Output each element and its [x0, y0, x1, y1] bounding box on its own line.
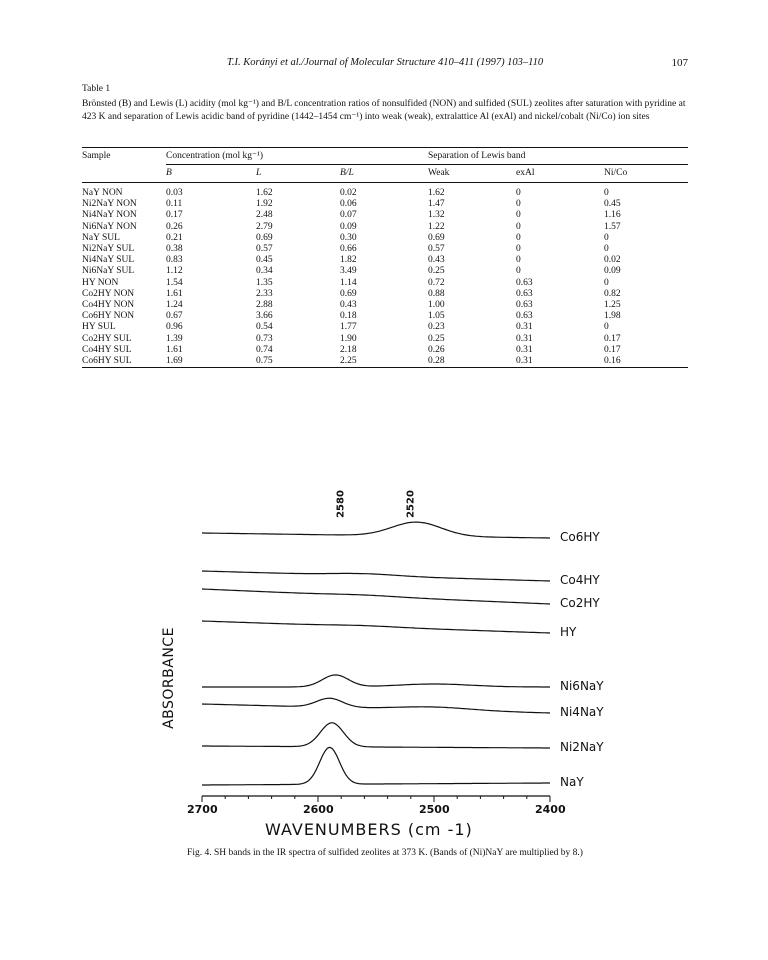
trace-nay — [202, 747, 550, 785]
table-row — [82, 300, 688, 311]
peak-label: 2580 — [335, 490, 347, 518]
value-cell: 0.96 — [166, 322, 183, 333]
value-cell: 0.57 — [256, 244, 273, 255]
trace-label-ni6nay: Ni6NaY — [560, 679, 604, 693]
table-row — [82, 222, 688, 233]
value-cell: 0 — [604, 322, 609, 333]
figure-caption: Fig. 4. SH bands in the IR spectra of sulfided zeolites at 373 K. (Bands of (Ni)NaY are multiplied by 8.) — [187, 848, 583, 858]
value-cell: 0.31 — [516, 344, 533, 355]
ir-spectra-figure — [150, 478, 630, 848]
trace-label-hy: HY — [560, 625, 577, 639]
value-cell: 0 — [516, 199, 521, 210]
value-cell: 0.69 — [340, 288, 357, 299]
value-cell: 2.18 — [340, 344, 357, 355]
value-cell: 2.48 — [256, 210, 273, 221]
value-cell: 0.63 — [516, 288, 533, 299]
value-cell: 0.69 — [428, 232, 445, 243]
spectra-plot — [150, 478, 630, 848]
sample-cell: HY NON — [82, 277, 119, 288]
trace-label-co6hy: Co6HY — [560, 530, 600, 544]
value-cell: 2.33 — [256, 288, 273, 299]
value-cell: 0.66 — [340, 244, 357, 255]
value-cell: 0.23 — [428, 322, 445, 333]
x-tick-label: 2500 — [419, 803, 450, 816]
column-header: B/L — [340, 168, 354, 178]
value-cell: 2.88 — [256, 300, 273, 311]
table-row — [82, 188, 688, 199]
column-header: L — [256, 168, 262, 178]
x-tick-label: 2400 — [535, 803, 566, 816]
value-cell: 0.17 — [604, 344, 621, 355]
y-axis-label: ABSORBANCE — [161, 627, 177, 729]
value-cell: 0 — [516, 221, 521, 232]
value-cell: 0.73 — [256, 333, 273, 344]
value-cell: 1.24 — [166, 300, 183, 311]
value-cell: 0 — [516, 244, 521, 255]
value-cell: 0 — [604, 232, 609, 243]
value-cell: 0.38 — [166, 244, 183, 255]
sample-cell: Ni4NaY SUL — [82, 255, 135, 266]
value-cell: 0.63 — [516, 277, 533, 288]
value-cell: 1.57 — [604, 221, 621, 232]
trace-co6hy — [202, 522, 550, 538]
value-cell: 1.61 — [166, 344, 183, 355]
value-cell: 0.67 — [166, 311, 183, 322]
sample-cell: NaY NON — [82, 188, 123, 198]
trace-label-ni2nay: Ni2NaY — [560, 740, 604, 754]
column-header: Weak — [428, 168, 450, 178]
value-cell: 0.82 — [604, 288, 621, 299]
value-cell: 0.43 — [340, 300, 357, 311]
value-cell: 0.25 — [428, 333, 445, 344]
value-cell: 0.16 — [604, 356, 621, 367]
value-cell: 0.25 — [428, 266, 445, 277]
table-row — [82, 266, 688, 277]
table-row — [82, 255, 688, 266]
table-row — [82, 334, 688, 345]
value-cell: 1.39 — [166, 333, 183, 344]
table-row — [82, 356, 688, 368]
value-cell: 0.26 — [428, 344, 445, 355]
sample-cell: HY SUL — [82, 322, 116, 333]
sample-cell: Co4HY SUL — [82, 344, 132, 355]
value-cell: 0 — [604, 244, 609, 255]
value-cell: 0.45 — [604, 199, 621, 210]
value-cell: 1.90 — [340, 333, 357, 344]
value-cell: 0.02 — [340, 188, 357, 198]
trace-ni2nay — [202, 723, 550, 748]
value-cell: 0.83 — [166, 255, 183, 266]
sample-cell: NaY SUL — [82, 232, 120, 243]
value-cell: 2.79 — [256, 221, 273, 232]
sample-cell: Ni6NaY NON — [82, 221, 137, 232]
value-cell: 0 — [604, 188, 609, 198]
value-cell: 0 — [516, 188, 521, 198]
column-header: B — [166, 168, 172, 178]
value-cell: 0 — [516, 210, 521, 221]
journal-citation: T.I. Korányi et al./Journal of Molecular Structure 410–411 (1997) 103–110 — [226, 57, 544, 68]
value-cell: 0.57 — [428, 244, 445, 255]
value-cell: 0.17 — [604, 333, 621, 344]
value-cell: 0.43 — [428, 255, 445, 266]
table-row — [82, 233, 688, 244]
sample-cell: Ni2NaY NON — [82, 199, 137, 210]
trace-label-co4hy: Co4HY — [560, 573, 600, 587]
sample-cell: Co2HY SUL — [82, 333, 132, 344]
value-cell: 0.69 — [256, 232, 273, 243]
table-row — [82, 199, 688, 210]
value-cell: 0.74 — [256, 344, 273, 355]
value-cell: 0.63 — [516, 311, 533, 322]
table-row — [82, 289, 688, 300]
value-cell: 0.72 — [428, 277, 445, 288]
value-cell: 3.49 — [340, 266, 357, 277]
column-header: Ni/Co — [604, 168, 628, 178]
sample-cell: Ni4NaY NON — [82, 210, 137, 221]
value-cell: 1.00 — [428, 300, 445, 311]
sample-cell: Co4HY NON — [82, 300, 135, 311]
value-cell: 1.77 — [340, 322, 357, 333]
column-header: exAl — [516, 168, 535, 178]
sample-cell: Co2HY NON — [82, 288, 135, 299]
data-table — [82, 147, 688, 368]
table-row — [82, 322, 688, 333]
value-cell: 0.28 — [428, 356, 445, 367]
value-cell: 0.30 — [340, 232, 357, 243]
value-cell: 1.25 — [604, 300, 621, 311]
value-cell: 1.54 — [166, 277, 183, 288]
value-cell: 1.62 — [428, 188, 445, 198]
value-cell: 1.32 — [428, 210, 445, 221]
value-cell: 1.98 — [604, 311, 621, 322]
value-cell: 1.35 — [256, 277, 273, 288]
value-cell: 0.75 — [256, 356, 273, 367]
trace-label-ni4nay: Ni4NaY — [560, 705, 604, 719]
value-cell: 0.88 — [428, 288, 445, 299]
running-header — [82, 57, 688, 73]
trace-label-nay: NaY — [560, 775, 584, 789]
value-cell: 0.11 — [166, 199, 183, 210]
value-cell: 1.92 — [256, 199, 273, 210]
value-cell: 0.09 — [340, 221, 357, 232]
value-cell: 1.62 — [256, 188, 273, 198]
value-cell: 0 — [604, 277, 609, 288]
value-cell: 0 — [516, 255, 521, 266]
trace-label-co2hy: Co2HY — [560, 596, 600, 610]
x-tick-label: 2700 — [187, 803, 218, 816]
value-cell: 1.05 — [428, 311, 445, 322]
value-cell: 3.66 — [256, 311, 273, 322]
trace-co4hy — [202, 571, 550, 581]
trace-hy — [202, 621, 550, 633]
value-cell: 1.12 — [166, 266, 183, 277]
header-concentration: Concentration (mol kg⁻¹) — [166, 148, 428, 165]
value-cell: 1.61 — [166, 288, 183, 299]
value-cell: 1.47 — [428, 199, 445, 210]
value-cell: 0.63 — [516, 300, 533, 311]
value-cell: 0.54 — [256, 322, 273, 333]
value-cell: 0.31 — [516, 333, 533, 344]
value-cell: 0.18 — [340, 311, 357, 322]
trace-co2hy — [202, 589, 550, 604]
sample-cell: Co6HY SUL — [82, 356, 132, 367]
peak-label: 2520 — [405, 490, 417, 518]
value-cell: 0.17 — [166, 210, 183, 221]
header-blank — [82, 165, 166, 183]
value-cell: 0.26 — [166, 221, 183, 232]
value-cell: 1.14 — [340, 277, 357, 288]
header-sample: Sample — [82, 151, 111, 162]
trace-ni4nay — [202, 698, 550, 713]
value-cell: 1.69 — [166, 356, 183, 367]
trace-ni6nay — [202, 675, 550, 687]
table-label: Table 1 — [82, 84, 111, 94]
value-cell: 1.16 — [604, 210, 621, 221]
table-row — [82, 210, 688, 221]
value-cell: 0.03 — [166, 188, 183, 198]
x-tick-label: 2600 — [303, 803, 334, 816]
value-cell: 0 — [516, 266, 521, 277]
value-cell: 2.25 — [340, 356, 357, 367]
sample-cell: Ni2NaY SUL — [82, 244, 135, 255]
value-cell: 0.21 — [166, 232, 183, 243]
value-cell: 0.06 — [340, 199, 357, 210]
page-number: 107 — [671, 57, 688, 69]
value-cell: 1.82 — [340, 255, 357, 266]
value-cell: 0.31 — [516, 356, 533, 367]
value-cell: 0.07 — [340, 210, 357, 221]
table-row — [82, 311, 688, 322]
x-axis-label: WAVENUMBERS (cm -1) — [265, 820, 473, 839]
value-cell: 0.31 — [516, 322, 533, 333]
header-separation: Separation of Lewis band — [428, 148, 688, 165]
table-row — [82, 278, 688, 289]
value-cell: 0.34 — [256, 266, 273, 277]
value-cell: 0.09 — [604, 266, 621, 277]
sample-cell: Ni6NaY SUL — [82, 266, 135, 277]
sample-cell: Co6HY NON — [82, 311, 135, 322]
value-cell: 0.02 — [604, 255, 621, 266]
value-cell: 1.22 — [428, 221, 445, 232]
value-cell: 0 — [516, 232, 521, 243]
value-cell: 0.45 — [256, 255, 273, 266]
table-row — [82, 345, 688, 356]
table-row — [82, 244, 688, 255]
table-caption: Brönsted (B) and Lewis (L) acidity (mol kg⁻¹) and B/L concentration ratios of nonsulfided (NON) and sulfided (SUL) zeolites after saturation with pyridine at 423 K and separation of Lewis acidic band of pyridine (1442–1454 cm⁻¹) into weak (weak), extralattice Al (exAl) and nickel/cobalt (Ni/Co) ion sites — [82, 99, 686, 122]
